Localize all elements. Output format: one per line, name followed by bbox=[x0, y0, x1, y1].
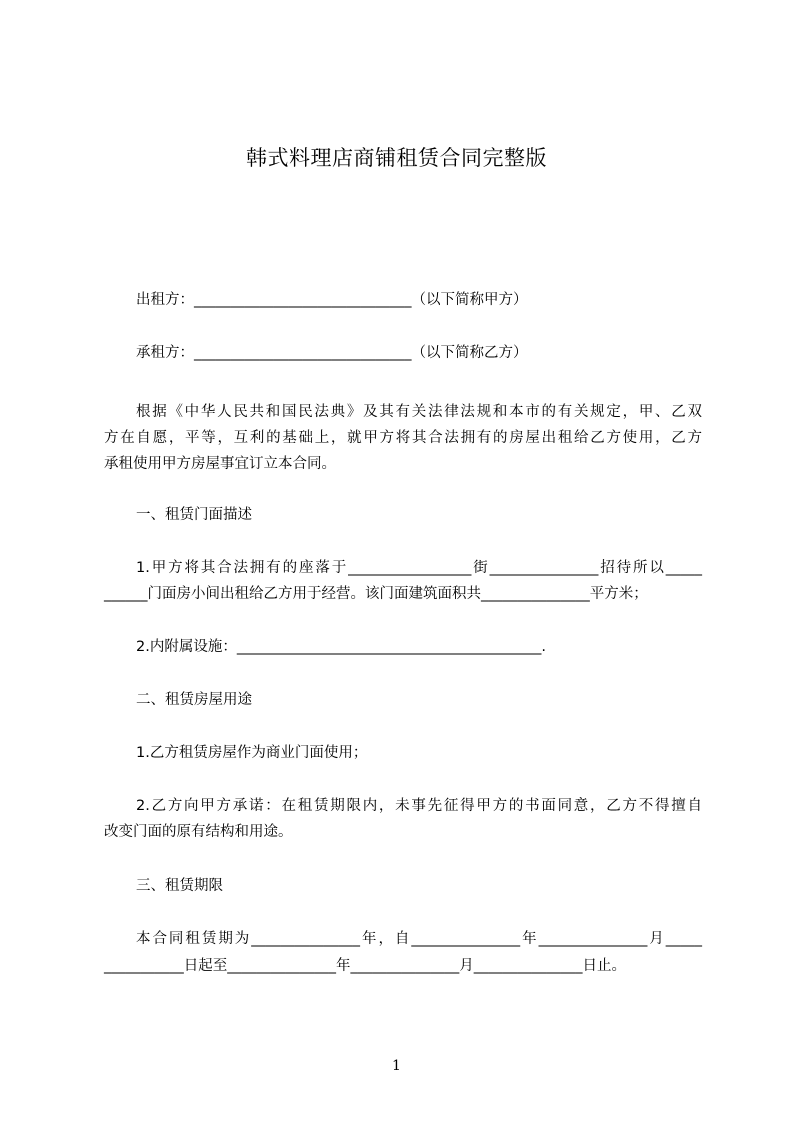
lessor-line: 出租方：______________________________（以下简称甲方） bbox=[136, 292, 528, 308]
clause-1-1-line-1: 1.甲方将其合法拥有的座落于_________________街_______________招待所以_____ bbox=[136, 560, 702, 576]
preamble-line-3: 承租使用甲方房屋事宜订立本合同。 bbox=[104, 456, 336, 472]
preamble-line-2: 方在自愿，平等，互利的基础上，就甲方将其合法拥有的房屋出租给乙方使用，乙方 bbox=[104, 430, 702, 446]
clause-2-1: 1.乙方租赁房屋作为商业门面使用； bbox=[136, 745, 368, 761]
lessee-line: 承租方：______________________________（以下简称乙方） bbox=[136, 345, 528, 361]
document-title: 韩式料理店商铺租赁合同完整版 bbox=[246, 146, 547, 170]
clause-2-2-line-2: 改变门面的原有结构和用途。 bbox=[104, 824, 293, 840]
clause-1-2: 2.内附属设施：__________________________________________. bbox=[136, 639, 546, 655]
section-heading-lease-description: 一、租赁门面描述 bbox=[136, 507, 252, 523]
clause-3-1-line-2: ___________日起至_______________年_______________月_______________日止。 bbox=[104, 958, 626, 974]
section-heading-lease-use: 二、租赁房屋用途 bbox=[136, 692, 252, 708]
preamble-line-1: 根据《中华人民共和国民法典》及其有关法律法规和本市的有关规定，甲、乙双 bbox=[136, 404, 702, 420]
clause-2-2-line-1: 2.乙方向甲方承诺：在租赁期限内，未事先征得甲方的书面同意，乙方不得擅自 bbox=[136, 798, 702, 814]
page-number: 1 bbox=[392, 1058, 401, 1074]
clause-1-1-line-2: ______门面房小间出租给乙方用于经营。该门面建筑面积共_______________平方米； bbox=[104, 586, 648, 602]
clause-3-1-line-1: 本合同租赁期为_______________年，自_______________年_______________月_____ bbox=[136, 931, 702, 947]
section-heading-lease-term: 三、租赁期限 bbox=[136, 878, 223, 894]
